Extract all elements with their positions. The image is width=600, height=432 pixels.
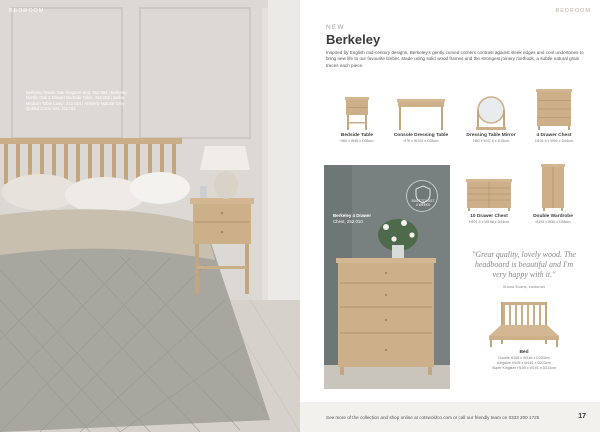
4-drawer-chest-image bbox=[535, 88, 573, 131]
shield-icon bbox=[407, 181, 439, 213]
collection-title: Berkeley bbox=[326, 32, 381, 47]
new-label: NEW bbox=[326, 24, 345, 31]
product-dimensions: H101.5 x W90 x D44cm bbox=[535, 139, 573, 143]
collection-intro: Inspired by English mid-century designs, Berkeley's gently curved corners contrast against sleek edges and cool undertones to bring new life to our favourite timber. Made using solid wood frames and the strongest joinery methods, a subtle natural grain traces each piece. bbox=[326, 50, 584, 68]
chest-lifestyle-photo bbox=[324, 165, 450, 389]
catalogue-page bbox=[300, 0, 600, 432]
customer-quote: "Great quality, lovely wood. The headboard is beautiful and I'm very happy with it." bbox=[472, 250, 576, 279]
caption-title: Berkeley 4 Drawer bbox=[333, 213, 372, 218]
product-dimensions: H60 x W47.5 x D15cm bbox=[473, 139, 509, 143]
product-10-drawer-chest[interactable] bbox=[460, 178, 518, 224]
quote-author: Shona Evans, customer bbox=[502, 284, 546, 289]
footer-text: See more of the collection and shop online at cotswoldco.com or call our friendly team on 0333 200 1725 bbox=[326, 415, 540, 420]
product-name: Console Dressing Table bbox=[393, 133, 449, 138]
product-dressing-table-mirror[interactable] bbox=[460, 95, 522, 143]
product-dimensions: H101.5 x W156 x D44cm bbox=[469, 220, 509, 224]
10-drawer-chest-image bbox=[465, 178, 513, 212]
product-4-drawer-chest[interactable] bbox=[526, 88, 582, 143]
page-number: 17 bbox=[578, 413, 586, 420]
mirror-image bbox=[473, 95, 509, 131]
product-name: Bed bbox=[519, 350, 529, 355]
product-name: 4 Drawer Chest bbox=[536, 133, 572, 138]
footer bbox=[300, 402, 600, 432]
section-label: BEDROOM bbox=[555, 8, 591, 14]
product-dimensions: H76 x W120 x D35cm bbox=[403, 139, 439, 143]
built-to-last-badge bbox=[406, 180, 438, 212]
badge-line-2: 4 WEEKS bbox=[415, 203, 431, 207]
product-dimensions: H193 x W95 x D58cm bbox=[535, 220, 571, 224]
product-dimensions: H60 x W45 x D35cm bbox=[340, 139, 374, 143]
bed-dims-superking: Super Kingsize H105 x W191 x D213cm bbox=[491, 366, 557, 370]
bed-image bbox=[487, 300, 561, 348]
product-name: Dressing Table Mirror bbox=[466, 133, 516, 138]
console-table-image bbox=[396, 95, 446, 131]
product-name: Bedside Table bbox=[340, 133, 374, 138]
section-label: BEDROOM bbox=[9, 8, 45, 14]
caption-subtitle: Chest, 252.010 bbox=[333, 218, 363, 224]
bed-dims-kingsize: Kingsize H105 x W161 x D213cm bbox=[497, 361, 551, 365]
wardrobe-image bbox=[540, 163, 566, 212]
chest-photo-caption bbox=[333, 213, 393, 225]
product-name: 10 Drawer Chest bbox=[470, 214, 508, 219]
photo-caption: Berkeley Nordic Oak Kingsize Bed, 252.004 | Berkeley Nordic Oak 2 Drawer Bedside Table, 252.002 | Bellac Medium Table Lamp, 222.024 | Amberly Natural Grey Quilted Cover Set, 211.011 bbox=[26, 90, 128, 112]
product-bed[interactable] bbox=[472, 300, 576, 370]
product-console-dressing-table[interactable] bbox=[390, 95, 452, 143]
product-double-wardrobe[interactable] bbox=[524, 163, 582, 224]
bed-dims-double: Double H105 x W146 x D203cm bbox=[498, 356, 550, 360]
badge-line-1: BUILT TO LAST bbox=[411, 199, 435, 203]
product-bedside-table[interactable] bbox=[332, 95, 382, 143]
bedside-table-image bbox=[344, 95, 370, 131]
product-name: Double Wardrobe bbox=[533, 214, 573, 219]
